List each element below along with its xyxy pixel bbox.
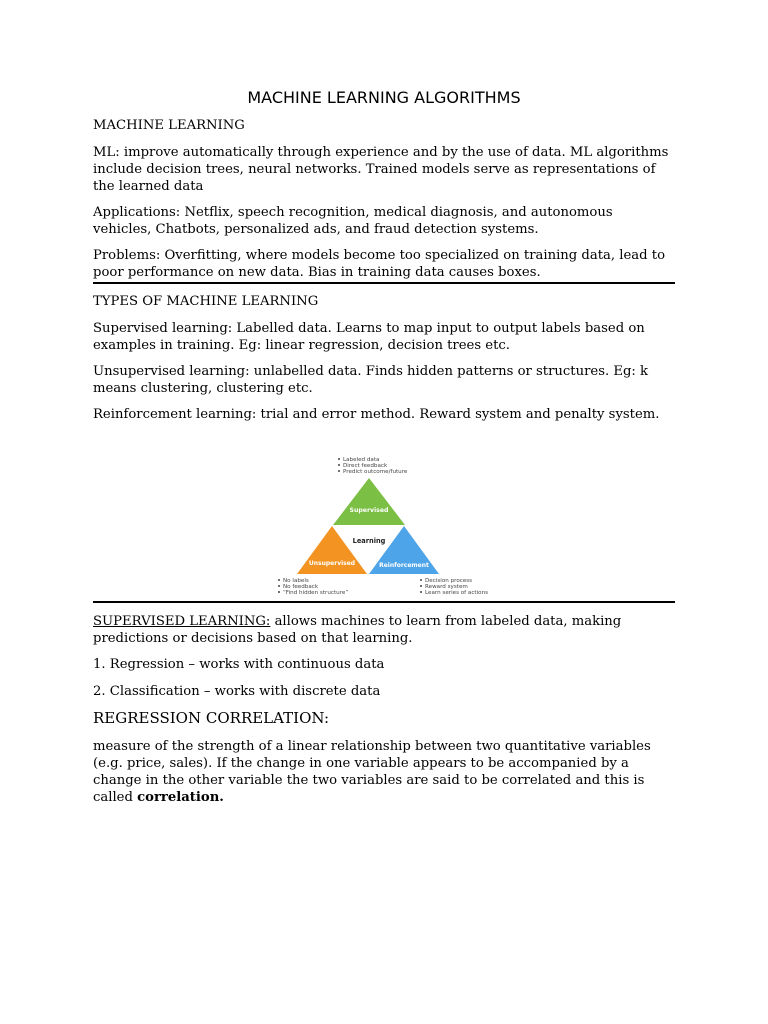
correlation-text: measure of the strength of a linear relationship between two quantitative variables (e.g. price, sales). If the change in one variable appears to be accompanied by a change in the other variable the two variables are said to be correlated and this is called <box>93 739 651 805</box>
paragraph-correlation <box>93 738 675 806</box>
supervised-term: SUPERVISED LEARNING: <box>93 614 271 629</box>
list-item-classification: 2. Classification – works with discrete data <box>93 684 381 699</box>
bullet-icon <box>420 579 422 581</box>
horizontal-rule <box>93 282 675 284</box>
paragraph-applications: Applications: Netflix, speech recognition, medical diagnosis, and autonomous vehicles, Chatbots, personalized ads, and fraud detection systems. <box>93 205 613 237</box>
top-bullet-3: Predict outcome/future <box>343 469 408 475</box>
paragraph-reinforcement-learning: Reinforcement learning: trial and error method. Reward system and penalty system. <box>93 407 660 422</box>
unsupervised-label: Unsupervised <box>308 560 356 567</box>
learning-types-diagram <box>276 454 498 600</box>
paragraph-supervised-learning: Supervised learning: Labelled data. Learns to map input to output labels based on examples in training. Eg: linear regression, decision trees etc. <box>93 321 645 353</box>
right-bullet-2: Reward system <box>425 584 468 590</box>
top-bullet-2: Direct feedback <box>343 463 388 469</box>
document-title: MACHINE LEARNING ALGORITHMS <box>247 88 521 107</box>
bullet-icon <box>338 470 340 472</box>
reinforcement-label: Reinforcement <box>379 562 429 569</box>
paragraph-supervised-definition <box>93 613 675 647</box>
supervised-label: Supervised <box>349 507 389 514</box>
supervised-description: allows machines to learn from labeled data, making predictions or decisions based on that learning. <box>93 614 622 646</box>
bullet-icon <box>278 579 280 581</box>
bullet-icon <box>338 464 340 466</box>
left-bullet-1: No labels <box>283 578 309 584</box>
left-bullet-2: No feedback <box>283 584 319 590</box>
bullet-icon <box>420 585 422 587</box>
section-heading-types: TYPES OF MACHINE LEARNING <box>93 294 319 309</box>
supervised-triangle <box>333 478 405 525</box>
bullet-icon <box>338 458 340 460</box>
bullet-icon <box>278 591 280 593</box>
top-bullet-1: Labeled data <box>343 457 380 463</box>
bullet-icon <box>420 591 422 593</box>
section-heading-regression-correlation: REGRESSION CORRELATION: <box>93 709 330 727</box>
paragraph-ml-definition: ML: improve automatically through experience and by the use of data. ML algorithms include decision trees, neural networks. Trained models serve as representations of the learned data <box>93 145 669 194</box>
list-item-regression: 1. Regression – works with continuous data <box>93 657 385 672</box>
paragraph-problems: Problems: Overfitting, where models become too specialized on training data, lead to poor performance on new data. Bias in training data causes boxes. <box>93 248 666 280</box>
correlation-term: correlation. <box>137 790 224 805</box>
horizontal-rule <box>93 601 675 603</box>
bullet-icon <box>278 585 280 587</box>
right-bullet-3: Learn series of actions <box>425 590 489 596</box>
section-heading-machine-learning: MACHINE LEARNING <box>93 118 245 133</box>
left-bullet-3: “Find hidden structure” <box>283 590 349 596</box>
paragraph-unsupervised-learning: Unsupervised learning: unlabelled data. Finds hidden patterns or structures. Eg: k means clustering, clustering etc. <box>93 364 649 396</box>
learning-label: Learning <box>352 537 386 545</box>
right-bullet-1: Decision process <box>425 578 473 584</box>
